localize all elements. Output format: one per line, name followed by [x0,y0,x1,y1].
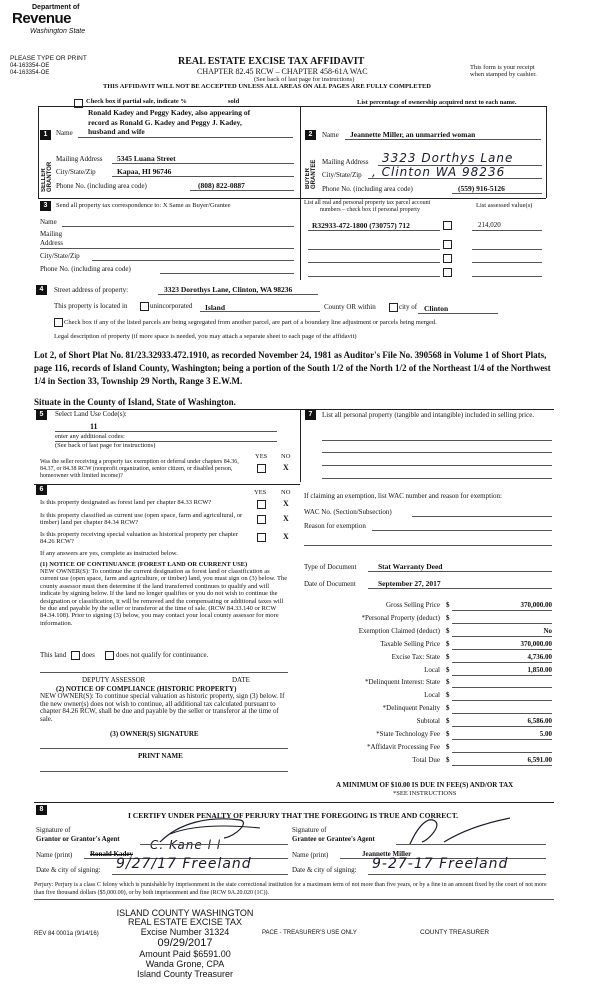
section-2-marker: 2 [305,130,316,140]
sale-row-dollar: $ [446,613,450,622]
corr-phone-label: Phone No. (including area code) [40,265,131,273]
perjury-text: Perjury: Perjury is a class C felony which is punishable by imprisonment in the state correctional institution for a maximum term of not more than five years, or by a fine in an amount fixed by the court of not more than five thousand dollars ($5,000.00), or by both imprisonment and fine (RCW 9A.20.020 (1C)). [34,882,547,896]
stamp-line-4: 09/29/2017 [157,937,213,949]
grantee-date-city: 9-27-17 Freeland [372,856,509,872]
sale-row-value: 6,586.00 [527,717,552,726]
sale-row-line [452,765,552,766]
stamp-line-3: Excise Number 31324 [140,927,230,937]
sale-row-label: *Personal Property (deduct) [361,613,440,622]
sale-row-dollar: $ [446,626,450,635]
sale-row-label: Excise Tax: State [391,652,440,661]
exemption-reason-label: Reason for exemption [304,522,366,530]
seller-phone-value: (808) 822-0887 [198,181,245,190]
sale-row-line [452,675,552,676]
section-6-marker: 6 [36,485,47,495]
segregated-label: Check box if any of the listed parcels are being segregated from another parcel, are part of a boundary line adjustment or parcels being merged. [64,319,437,326]
sale-row-dollar: $ [446,742,450,751]
seller-names-line-2: record as Ronald G. Kadey and Peggy J. Kadey, [88,118,242,127]
deputy-assessor-label: DEPUTY ASSESSOR [82,676,146,684]
logo-dept: Department of [32,4,80,11]
grantor-hand-name: C. Kane l l [150,838,222,852]
assessed-value: 214,020 [478,221,501,229]
street-address-label: Street address of property: [54,286,129,294]
seller-name-label: Name [56,129,73,137]
parcel-header-1: List all real and personal property tax parcel account [304,200,431,206]
sale-row-value: 4,736.00 [527,652,552,661]
notice-compliance-title: (2) NOTICE OF COMPLIANCE (HISTORIC PROPERTY) [56,685,237,693]
sale-row-dollar: $ [446,665,450,674]
grantee-signature [400,812,550,848]
stamp-line-1: ISLAND COUNTY WASHINGTON [116,908,254,918]
unincorporated-label: unincorporated [150,302,193,310]
stamp-line-7: Island County Treasurer [136,969,234,979]
forest-q1: Is this property designated as forest land per chapter 84.33 RCW? [40,499,212,506]
partial-sale-label: Check box if partial sale, indicate % [86,98,187,105]
segregated-checkbox[interactable] [54,318,63,327]
sale-row-label: Exemption Claimed (deduct) [358,626,440,635]
personal-property-label: List all personal property (tangible and intangible) included in selling price. [322,411,535,419]
forest-q2-yes-checkbox[interactable] [257,515,266,524]
receipt-note-2: when stamped by cashier. [470,71,537,78]
sale-row-dollar: $ [446,652,450,661]
forest-any-yes: If any answers are yes, complete as instructed below. [40,550,178,557]
city-of-label: city of [399,303,418,311]
section-5-marker: 5 [36,410,47,420]
sale-row-label: Total Due [412,755,440,764]
buyer-phone-value: (559) 916-5126 [458,184,505,193]
grantee-date-city-label: Date & city of signing: [292,866,357,874]
seller-city-label: City/State/Zip [56,168,96,176]
legal-description-text: Lot 2, of Short Plat No. 81/23.32933.472.1910, as recorded November 24, 1981 as Auditor's File No. 390568 in Volume 1 of Short Plats, page 116, records of Island County, Washington; being a portion of the South 1/2 of the North 1/2 of the Northeast 1/4 of the Northwest 1/4 in Section 33, Township 29 North, Range 3 E.W.M. [34,350,551,386]
buyer-phone-label: Phone No. (including area code) [322,185,413,193]
form-chapter: CHAPTER 82.45 RCW – CHAPTER 458-61A WAC [197,67,368,76]
treasurer-use-only: PACE - TREASURER'S USE ONLY [262,930,357,936]
sale-row-line [452,687,552,688]
rev-number: REV 84 0001a (9/14/16) [34,931,99,937]
sale-row-dollar: $ [446,717,450,726]
grantor-date-city-label: Date & city of signing: [36,866,101,874]
partial-sold-label: sold [228,98,240,105]
seller-name-value: husband and wife [88,127,145,136]
grantor-name-print: Ronald Kadey [90,850,133,858]
sale-row-label: *Delinquent Interest: State [364,678,440,687]
revenue-logo [10,4,120,48]
doc-type-label: Type of Document [304,563,357,571]
sale-row-dollar: $ [446,601,450,609]
deputy-date-label: DATE [232,676,250,684]
wac-number-label: WAC No. (Section/Subsection) [304,508,392,516]
city-value: Clinton [424,304,449,313]
section-4-marker: 4 [36,285,47,295]
street-address-value: 3323 Dorothys Lane, Clinton, WA 98236 [164,285,293,294]
land-use-code: 11 [90,422,98,431]
forest-yes-header: YES [254,489,267,496]
parcel-personal-checkbox-2[interactable] [443,240,452,249]
sale-row-label: Local [424,665,440,674]
doc-date-value: September 27, 2017 [378,579,441,588]
notice-compliance-body: NEW OWNER(S): To continue special valuation as historic property, sign (3) below. If the new owner(s) does not wish to continue, all additional tax calculated pursuant to chapter 84.26 RCW, shall be due and payable by the seller or transferor at the time of sale. [40,692,285,723]
parcel-header-2: numbers – check box if personal property [320,207,420,213]
stamp-line-6: Wanda Grone, CPA [145,959,225,969]
tax-correspondence-label: Send all property tax correspondence to: X Same as Buyer/Grantee [56,202,231,209]
see-back-instructions: (See back of last page for instructions) [254,76,355,83]
sale-row-line [452,662,552,663]
seller-side-label: SELLER GRANTOR [41,161,53,192]
forest-q2: Is this property classified as current use (open space, farm and agricultural, or timber) land per chapter 84.34 RCW? [40,512,243,526]
forest-no-header: NO [281,489,291,496]
grantee-name-print: Jeannette Miller [362,850,412,858]
owner-signature-label: (3) OWNER(S) SIGNATURE [110,730,199,738]
corr-mailing-label: Mailing Address [40,230,63,247]
sale-row-value: 5.00 [539,730,552,738]
seller-city-value: Kapaa, HI 96746 [117,167,172,176]
section-7-marker: 7 [305,410,316,420]
seller-phone-label: Phone No. (including area code) [56,182,147,190]
land-does-not-label: does not qualify for continuance. [116,651,209,659]
county-value: Island [205,303,226,312]
seller-names-line-1: Ronald Kadey and Peggy Kadey, also appearing of [88,108,251,117]
forest-q3: Is this property receiving special valuation as historical property per chapter 84.26 RCW? [40,531,238,545]
sale-row-value: 1,850.00 [527,665,552,674]
sale-row-line [452,649,552,650]
grantee-name-print-label: Name (print) [292,851,329,859]
parcel-personal-checkbox-1[interactable] [443,221,452,230]
land-use-label: Select Land Use Code(s): [55,410,127,418]
section-1-marker: 1 [40,130,51,140]
sale-row-dollar: $ [446,639,450,648]
additional-codes-label: enter any additional codes: [55,433,125,440]
doc-type-value: Stat Warranty Deed [378,562,443,571]
land-use-see-back: (See back of last page for instructions) [55,442,156,449]
grantor-date-city: 9/27/17 Freeland [116,856,252,872]
county-treasurer-label: COUNTY TREASURER [420,929,490,936]
forest-q3-no-mark: X [283,532,289,541]
ownership-pct-note: List percentage of ownership acquired next to each name. [357,99,517,106]
corr-name-label: Name [40,218,57,226]
buyer-mailing-label: Mailing Address [322,158,369,166]
exemption-wac-label: If claiming an exemption, list WAC number and reason for exemption: [304,492,502,500]
doc-date-label: Date of Document [304,580,356,588]
buyer-side-label: BUYER GRANTEE [305,159,317,189]
sale-row-value: No [543,626,552,635]
county-or-within: County OR within [324,303,376,311]
notice-continuance-body: NEW OWNER(S): To continue the current designation as forest land or classification as current use (open space, farm and agriculture, or timber) land, you must sign on (3) below. The county assessor must then determine if the land transferred continues to qualify and will indicate by signing below. If the land no longer qualifies or you do not wish to continue the designation or classification, it will be removed and the compensating or additional taxes will be due and payable by the seller or transferor at the time of sale. (RCW 84.33.140 or RCW 84.34.108). Prior to signing (3) below, you may contact your local county assessor for more information. [40,568,288,627]
sale-row-line [452,726,552,727]
land-does-label: does [82,651,95,659]
parcel-number: R32933-472-1800 (730757) 712 [312,221,410,230]
sale-row-line [452,610,552,611]
receipt-note-1: This form is your receipt [470,64,535,71]
sale-row-dollar: $ [446,755,450,764]
form-number-2: 04-163354-OE [10,70,50,76]
sale-row-value: 370,000.00 [520,601,552,609]
assessed-header: List assessed value(s) [476,202,533,209]
please-type: PLEASE TYPE OR PRINT [10,55,87,62]
sale-row-label: Gross Selling Price [385,601,440,609]
sale-row-line [452,700,552,701]
buyer-city-value: , Clinton WA 98236 [372,165,506,179]
exemption-yes-checkbox[interactable] [257,464,266,473]
buyer-name-label: Name [322,131,339,139]
certify-statement: I CERTIFY UNDER PENALTY OF PERJURY THAT THE FOREGOING IS TRUE AND CORRECT. [128,811,459,820]
sale-row-dollar: $ [446,691,450,700]
situate-text: Situate in the County of Island, State of Washington. [34,397,236,407]
sale-row-dollar: $ [446,730,450,738]
forest-q2-no-mark: X [283,514,289,523]
buyer-mailing-value: 3323 Dorthys Lane [382,151,514,165]
buyer-name-value: Jeannette Miller, an unmarried woman [350,130,476,139]
print-name-label: PRINT NAME [138,752,183,760]
sale-row-value: 370,000.00 [520,639,552,648]
form-warning: THIS AFFIDAVIT WILL NOT BE ACCEPTED UNLESS ALL AREAS ON ALL PAGES ARE FULLY COMPLETED [103,83,431,90]
forest-q3-yes-checkbox[interactable] [257,533,266,542]
exemption-yes-header: YES [255,453,268,460]
exemption-no-mark: X [283,463,289,472]
grantor-name-print-label: Name (print) [36,851,73,859]
land-does-not-checkbox[interactable] [105,651,114,660]
exemption-question: Was the seller receiving a property tax exemption or deferral under chapters 84.36, 84.37, or 84.38 RCW (nonprofit organization, senior citizen, or disabled person, homeowner with limited income)? [40,459,239,479]
sale-row-label: Taxable Selling Price [380,639,440,648]
land-does-checkbox[interactable] [71,651,80,660]
corr-city-label: City/State/Zip [40,252,80,260]
sale-row-value: 6,591.00 [527,755,552,764]
section-8-marker: 8 [36,805,47,815]
buyer-city-label: City/State/Zip [322,171,362,179]
see-instructions-note: *SEE INSTRUCTIONS [393,790,457,797]
stamp-line-2: REAL ESTATE EXCISE TAX [127,917,243,927]
sale-row-label: *Affidavit Processing Fee [367,742,440,751]
this-land-label: This land [40,651,67,659]
sale-row-dollar: $ [446,678,450,687]
grantor-signature-label: Signature of [36,826,71,834]
logo-state: Washington State [30,28,86,35]
grantee-agent-label: Grantee or Grantee's Agent [292,835,375,843]
sale-row-line [452,752,552,753]
grantee-signature-label: Signature of [292,826,327,834]
parcel-personal-checkbox-3[interactable] [443,254,452,263]
section-3-marker: 3 [40,201,51,211]
seller-mailing-label: Mailing Address [56,155,103,163]
minimum-fee-note: A MINIMUM OF $10.00 IS DUE IN FEE(S) AND/OR TAX [336,781,514,789]
sale-row-line [452,739,552,740]
sale-row-label: *State Technology Fee [376,730,440,738]
forest-q1-no-mark: X [283,499,289,508]
notice-continuance-title: (1) NOTICE OF CONTINUANCE (FOREST LAND OR CURRENT USE) [40,561,248,568]
form-title: REAL ESTATE EXCISE TAX AFFIDAVIT [178,56,365,67]
treasurer-stamp [100,908,270,979]
unincorporated-checkbox[interactable] [140,302,149,311]
sale-row-line [452,623,552,624]
sale-row-label: Local [424,691,440,700]
city-of-checkbox[interactable] [389,303,398,312]
exemption-no-header: NO [281,453,291,460]
legal-description-label: Legal description of property (if more space is needed, you may attach a separate sheet to each page of the affidavit) [54,333,357,340]
sale-row-label: *Delinquent Penalty [382,704,440,713]
stamp-line-5: Amount Paid $6591.00 [139,949,231,959]
sale-row-dollar: $ [446,704,450,713]
parcel-personal-checkbox-4[interactable] [443,268,452,277]
sale-row-line [452,713,552,714]
logo-revenue: Revenue [12,10,72,27]
located-in-label: This property is located in [54,302,128,310]
seller-mailing-value: 5345 Luana Street [117,154,176,163]
grantor-agent-label: Grantor or Grantor's Agent [36,835,120,843]
forest-q1-yes-checkbox[interactable] [257,500,266,509]
form-number-1: 04-163354-OE [10,63,50,69]
sale-row-line [452,636,552,637]
sale-row-label: Subtotal [416,717,440,726]
